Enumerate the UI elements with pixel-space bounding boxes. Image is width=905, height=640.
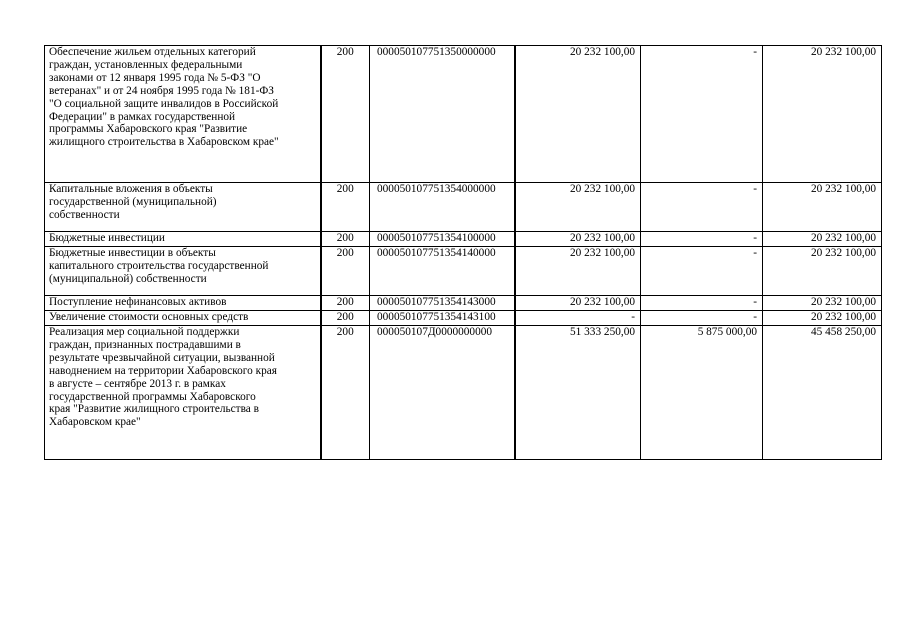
table-row	[45, 326, 882, 460]
approved-amount: -	[515, 311, 641, 326]
table-row	[45, 183, 882, 232]
unexecuted-amount: 20 232 100,00	[763, 232, 882, 247]
table-row	[45, 296, 882, 311]
line-code: 200	[321, 46, 370, 183]
table-row	[45, 232, 882, 247]
line-code: 200	[321, 232, 370, 247]
unexecuted-amount: 20 232 100,00	[763, 46, 882, 183]
executed-amount: -	[641, 183, 763, 232]
table-row	[45, 311, 882, 326]
classification-code: 000050107751354143000	[370, 296, 515, 311]
classification-code: 000050107Д0000000000	[370, 326, 515, 460]
table-row	[45, 46, 882, 183]
executed-amount: -	[641, 247, 763, 296]
classification-code: 000050107751350000000	[370, 46, 515, 183]
line-code: 200	[321, 247, 370, 296]
classification-code: 000050107751354143100	[370, 311, 515, 326]
expense-name: Реализация мер социальной поддержки граждан, признанных пострадавшими в результате чрезвычайной ситуации, вызванной наводнением на территории Хабаровского края в августе – сентябре 2013 г. в рамках государственной программы Хабаровского края "Развитие жилищного строительства в Хабаровском крае"	[45, 326, 321, 460]
executed-amount: 5 875 000,00	[641, 326, 763, 460]
approved-amount: 20 232 100,00	[515, 296, 641, 311]
classification-code: 000050107751354100000	[370, 232, 515, 247]
line-code: 200	[321, 326, 370, 460]
approved-amount: 20 232 100,00	[515, 232, 641, 247]
expense-name: Бюджетные инвестиции	[45, 232, 321, 247]
unexecuted-amount: 45 458 250,00	[763, 326, 882, 460]
unexecuted-amount: 20 232 100,00	[763, 311, 882, 326]
executed-amount: -	[641, 296, 763, 311]
line-code: 200	[321, 183, 370, 232]
unexecuted-amount: 20 232 100,00	[763, 296, 882, 311]
executed-amount: -	[641, 311, 763, 326]
expense-name: Бюджетные инвестиции в объекты капитального строительства государственной (муниципальной) собственности	[45, 247, 321, 296]
expense-name: Капитальные вложения в объекты государственной (муниципальной) собственности	[45, 183, 321, 232]
expense-name: Обеспечение жильем отдельных категорий граждан, установленных федеральными законами от 12 января 1995 года № 5-ФЗ "О ветеранах" и от 24 ноября 1995 года № 181-ФЗ "О социальной защите инвалидов в Российской Федерации" в рамках государственной программы Хабаровского края "Развитие жилищного строительства в Хабаровском крае"	[45, 46, 321, 183]
classification-code: 000050107751354000000	[370, 183, 515, 232]
approved-amount: 20 232 100,00	[515, 183, 641, 232]
table-row	[45, 247, 882, 296]
expense-name: Поступление нефинансовых активов	[45, 296, 321, 311]
approved-amount: 20 232 100,00	[515, 247, 641, 296]
approved-amount: 20 232 100,00	[515, 46, 641, 183]
budget-table	[44, 45, 882, 460]
executed-amount: -	[641, 46, 763, 183]
expense-name: Увеличение стоимости основных средств	[45, 311, 321, 326]
line-code: 200	[321, 296, 370, 311]
unexecuted-amount: 20 232 100,00	[763, 183, 882, 232]
classification-code: 000050107751354140000	[370, 247, 515, 296]
unexecuted-amount: 20 232 100,00	[763, 247, 882, 296]
executed-amount: -	[641, 232, 763, 247]
line-code: 200	[321, 311, 370, 326]
approved-amount: 51 333 250,00	[515, 326, 641, 460]
